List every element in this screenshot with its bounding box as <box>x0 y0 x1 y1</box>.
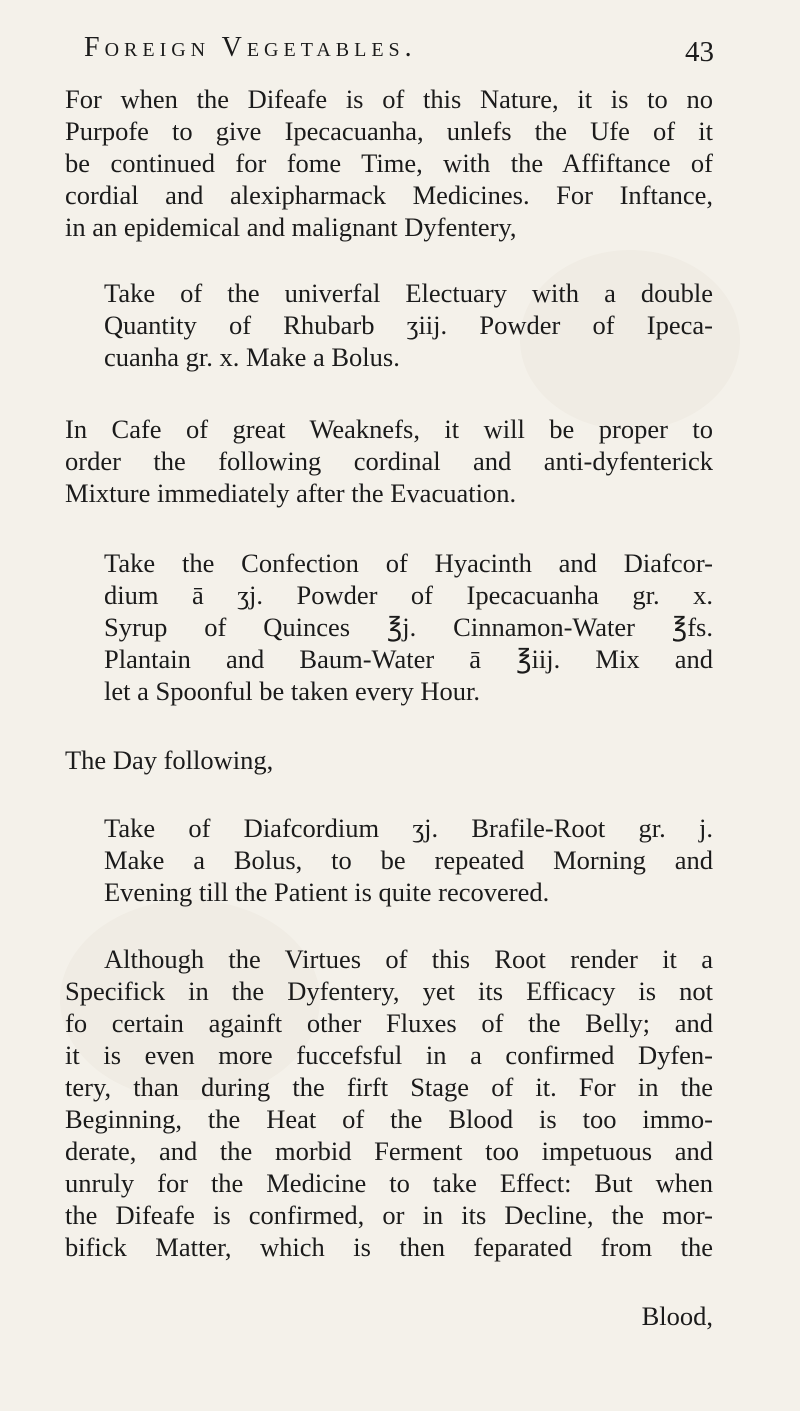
text-line: tery, than during the firft Stage of it. For in the <box>65 1072 713 1102</box>
catchword: Blood, <box>641 1301 713 1331</box>
recipe-line: let a Spoonful be taken every Hour. <box>104 676 481 706</box>
text-line: fo certain againft other Fluxes of the Belly; and <box>65 1008 713 1038</box>
text-line: unruly for the Medicine to take Effect: But when <box>65 1168 713 1198</box>
text-line: Specifick in the Dyfentery, yet its Efficacy is not <box>65 976 713 1006</box>
text-line: in an epidemical and malignant Dyfentery, <box>65 212 517 242</box>
text-line: order the following cordinal and anti-dyfenterick <box>65 446 713 476</box>
text-line: derate, and the morbid Ferment too impetuous and <box>65 1136 713 1166</box>
recipe-line: Make a Bolus, to be repeated Morning and <box>104 845 713 875</box>
text-line: bifick Matter, which is then feparated from the <box>65 1232 713 1262</box>
text-line: Mixture immediately after the Evacuation. <box>65 478 517 508</box>
page-header <box>84 32 714 72</box>
recipe-line: cuanha gr. x. Make a Bolus. <box>104 342 400 372</box>
recipe-line: Evening till the Patient is quite recovered. <box>104 877 550 907</box>
text-line: the Difeafe is confirmed, or in its Decline, the mor- <box>65 1200 713 1230</box>
text-line: Although the Virtues of this Root render it a <box>104 944 713 974</box>
recipe-line: Take the Confection of Hyacinth and Diafcor- <box>104 548 713 578</box>
recipe-line: Take of Diafcordium ʒj. Brafile-Root gr. j. <box>104 813 713 843</box>
text-line: The Day following, <box>65 745 274 775</box>
text-line: Beginning, the Heat of the Blood is too immo- <box>65 1104 713 1134</box>
page-number: 43 <box>685 36 714 68</box>
text-line: cordial and alexipharmack Medicines. For Inftance, <box>65 180 713 210</box>
recipe-line: Plantain and Baum-Water ā ℥iij. Mix and <box>104 644 713 674</box>
text-line: be continued for fome Time, with the Affiftance of <box>65 148 713 178</box>
text-line: Purpofe to give Ipecacuanha, unlefs the Ufe of it <box>65 116 713 146</box>
recipe-line: dium ā ʒj. Powder of Ipecacuanha gr. x. <box>104 580 713 610</box>
recipe-line: Take of the univerfal Electuary with a double <box>104 278 713 308</box>
recipe-line: Quantity of Rhubarb ʒiij. Powder of Ipeca- <box>104 310 713 340</box>
running-title: Foreign Vegetables. <box>84 32 417 63</box>
text-line: it is even more fuccefsful in a confirmed Dyfen- <box>65 1040 713 1070</box>
recipe-line: Syrup of Quinces ℥j. Cinnamon-Water ℥fs. <box>104 612 713 642</box>
text-line: In Cafe of great Weaknefs, it will be proper to <box>65 414 713 444</box>
text-line: For when the Difeafe is of this Nature, it is to no <box>65 84 713 114</box>
